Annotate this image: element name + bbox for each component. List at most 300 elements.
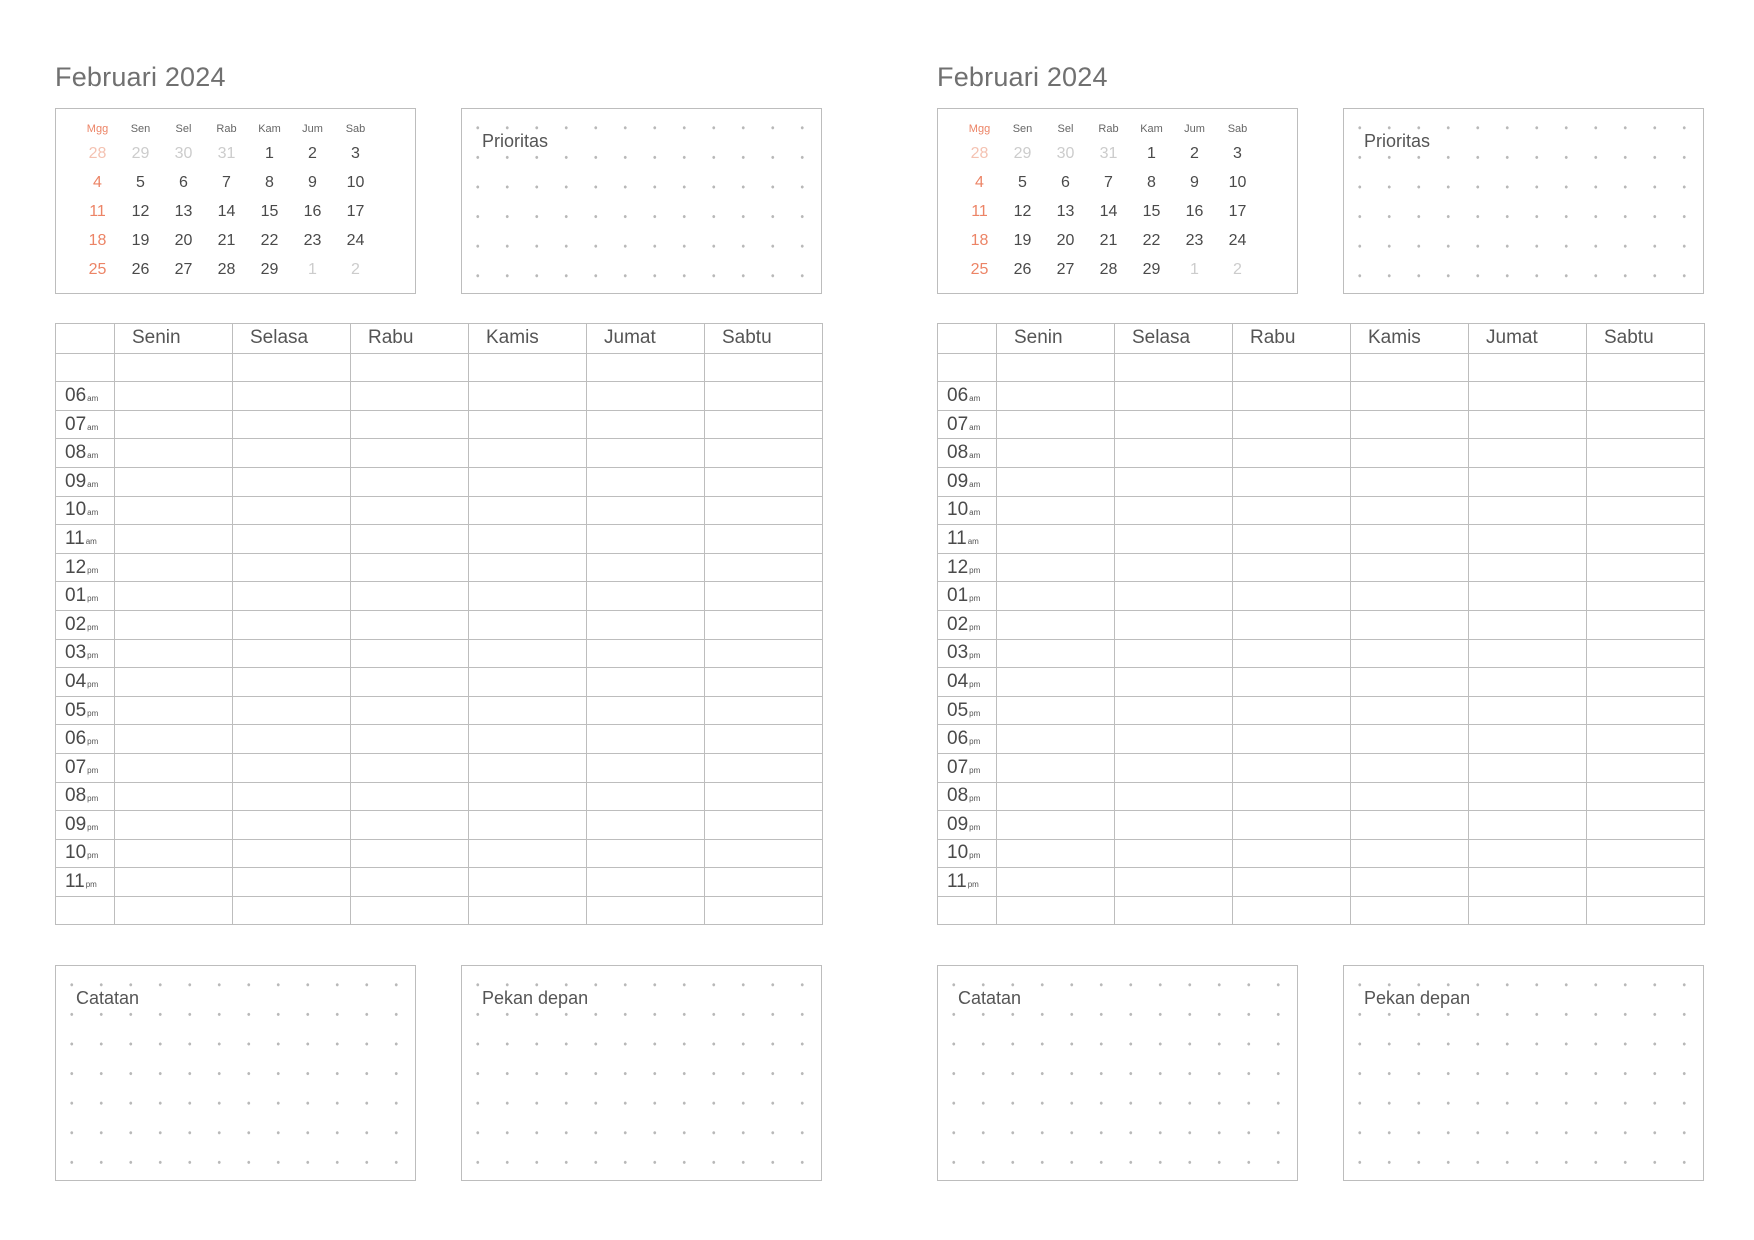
schedule-cell[interactable]	[469, 639, 587, 668]
schedule-cell[interactable]	[997, 382, 1115, 411]
schedule-cell[interactable]	[1233, 696, 1351, 725]
priorities-box[interactable]	[461, 108, 822, 294]
schedule-cell[interactable]	[233, 696, 351, 725]
schedule-cell[interactable]	[705, 696, 823, 725]
schedule-cell[interactable]	[997, 639, 1115, 668]
schedule-cell[interactable]	[351, 525, 469, 554]
schedule-cell[interactable]	[1587, 782, 1705, 811]
mini-calendar-day[interactable]: 26	[131, 260, 150, 278]
schedule-cell[interactable]	[351, 496, 469, 525]
schedule-cell[interactable]	[351, 839, 469, 868]
schedule-cell[interactable]	[1351, 753, 1469, 782]
schedule-cell[interactable]	[351, 353, 469, 382]
mini-calendar-day[interactable]: 10	[1228, 173, 1247, 191]
schedule-cell[interactable]	[997, 610, 1115, 639]
schedule-cell[interactable]	[1587, 496, 1705, 525]
schedule-cell[interactable]	[1469, 439, 1587, 468]
schedule-cell[interactable]	[1351, 725, 1469, 754]
schedule-cell[interactable]	[233, 467, 351, 496]
schedule-cell[interactable]	[115, 668, 233, 697]
schedule-cell[interactable]	[351, 639, 469, 668]
schedule-cell[interactable]	[233, 382, 351, 411]
schedule-cell[interactable]	[469, 410, 587, 439]
schedule-cell[interactable]	[233, 582, 351, 611]
mini-calendar-day[interactable]: 28	[970, 144, 989, 162]
schedule-cell[interactable]	[705, 639, 823, 668]
schedule-cell[interactable]	[1115, 839, 1233, 868]
schedule-cell[interactable]	[233, 811, 351, 840]
schedule-cell[interactable]	[1115, 353, 1233, 382]
mini-calendar-day[interactable]: 12	[131, 202, 150, 220]
schedule-cell[interactable]	[705, 467, 823, 496]
schedule-cell[interactable]	[1351, 782, 1469, 811]
schedule-cell[interactable]	[997, 839, 1115, 868]
schedule-cell[interactable]	[1115, 410, 1233, 439]
schedule-cell[interactable]	[233, 668, 351, 697]
schedule-cell[interactable]	[997, 868, 1115, 897]
schedule-cell[interactable]	[1469, 696, 1587, 725]
schedule-cell[interactable]	[1233, 668, 1351, 697]
schedule-cell[interactable]	[997, 496, 1115, 525]
schedule-cell[interactable]	[587, 811, 705, 840]
schedule-cell[interactable]	[1351, 639, 1469, 668]
schedule-cell[interactable]	[1469, 353, 1587, 382]
schedule-cell[interactable]	[1469, 868, 1587, 897]
schedule-cell[interactable]	[469, 582, 587, 611]
mini-calendar-day[interactable]: 8	[265, 173, 274, 191]
mini-calendar-day[interactable]: 18	[88, 231, 107, 249]
mini-calendar-day[interactable]: 24	[1228, 231, 1247, 249]
schedule-cell[interactable]	[1351, 525, 1469, 554]
schedule-cell[interactable]	[115, 525, 233, 554]
schedule-cell[interactable]	[351, 582, 469, 611]
schedule-cell[interactable]	[587, 668, 705, 697]
schedule-cell[interactable]	[1115, 668, 1233, 697]
schedule-cell[interactable]	[1351, 553, 1469, 582]
schedule-cell[interactable]	[1233, 896, 1351, 925]
mini-calendar-day[interactable]: 15	[1142, 202, 1161, 220]
mini-calendar-day[interactable]: 14	[217, 202, 236, 220]
mini-calendar-day[interactable]: 28	[1099, 260, 1118, 278]
schedule-cell[interactable]	[351, 811, 469, 840]
schedule-cell[interactable]	[1469, 553, 1587, 582]
schedule-cell[interactable]	[233, 839, 351, 868]
schedule-cell[interactable]	[997, 696, 1115, 725]
schedule-cell[interactable]	[351, 896, 469, 925]
schedule-cell[interactable]	[587, 696, 705, 725]
schedule-cell[interactable]	[351, 467, 469, 496]
schedule-cell[interactable]	[469, 696, 587, 725]
mini-calendar-day[interactable]: 22	[1142, 231, 1161, 249]
schedule-cell[interactable]	[1587, 668, 1705, 697]
schedule-cell[interactable]	[1469, 725, 1587, 754]
schedule-cell[interactable]	[705, 725, 823, 754]
mini-calendar-day[interactable]: 28	[217, 260, 236, 278]
schedule-cell[interactable]	[997, 410, 1115, 439]
mini-calendar-day[interactable]: 1	[265, 144, 274, 162]
mini-calendar-day[interactable]: 28	[88, 144, 107, 162]
schedule-cell[interactable]	[587, 439, 705, 468]
schedule-cell[interactable]	[1115, 868, 1233, 897]
schedule-cell[interactable]	[1587, 582, 1705, 611]
schedule-cell[interactable]	[115, 439, 233, 468]
schedule-cell[interactable]	[469, 811, 587, 840]
schedule-cell[interactable]	[587, 610, 705, 639]
schedule-cell[interactable]	[1587, 839, 1705, 868]
schedule-cell[interactable]	[1351, 896, 1469, 925]
schedule-cell[interactable]	[1587, 439, 1705, 468]
schedule-cell[interactable]	[469, 896, 587, 925]
schedule-cell[interactable]	[1469, 525, 1587, 554]
schedule-cell[interactable]	[1351, 811, 1469, 840]
schedule-cell[interactable]	[587, 353, 705, 382]
schedule-cell[interactable]	[351, 668, 469, 697]
schedule-cell[interactable]	[705, 410, 823, 439]
schedule-cell[interactable]	[351, 868, 469, 897]
schedule-cell[interactable]	[1351, 839, 1469, 868]
schedule-cell[interactable]	[1233, 553, 1351, 582]
schedule-cell[interactable]	[115, 839, 233, 868]
schedule-cell[interactable]	[587, 725, 705, 754]
schedule-cell[interactable]	[115, 553, 233, 582]
schedule-cell[interactable]	[1587, 353, 1705, 382]
mini-calendar-day[interactable]: 18	[970, 231, 989, 249]
mini-calendar-day[interactable]: 30	[174, 144, 193, 162]
next-week-box[interactable]	[1343, 965, 1704, 1181]
schedule-cell[interactable]	[1469, 382, 1587, 411]
schedule-cell[interactable]	[1587, 696, 1705, 725]
mini-calendar-day[interactable]: 13	[1056, 202, 1075, 220]
mini-calendar-day[interactable]: 7	[1104, 173, 1113, 191]
schedule-cell[interactable]	[1351, 353, 1469, 382]
schedule-cell[interactable]	[1587, 382, 1705, 411]
schedule-cell[interactable]	[587, 582, 705, 611]
schedule-cell[interactable]	[1115, 467, 1233, 496]
schedule-cell[interactable]	[1351, 668, 1469, 697]
schedule-cell[interactable]	[1587, 525, 1705, 554]
schedule-cell[interactable]	[1351, 582, 1469, 611]
schedule-cell[interactable]	[1351, 496, 1469, 525]
mini-calendar-day[interactable]: 4	[975, 173, 984, 191]
schedule-cell[interactable]	[351, 553, 469, 582]
schedule-cell[interactable]	[705, 668, 823, 697]
mini-calendar-day[interactable]: 5	[1018, 173, 1027, 191]
schedule-cell[interactable]	[469, 467, 587, 496]
schedule-cell[interactable]	[705, 496, 823, 525]
schedule-cell[interactable]	[233, 410, 351, 439]
mini-calendar-day[interactable]: 7	[222, 173, 231, 191]
schedule-cell[interactable]	[115, 896, 233, 925]
schedule-cell[interactable]	[1587, 610, 1705, 639]
schedule-cell[interactable]	[115, 410, 233, 439]
mini-calendar-day[interactable]: 20	[1056, 231, 1075, 249]
schedule-cell[interactable]	[351, 753, 469, 782]
schedule-cell[interactable]	[233, 553, 351, 582]
mini-calendar-day[interactable]: 26	[1013, 260, 1032, 278]
mini-calendar-day[interactable]: 30	[1056, 144, 1075, 162]
mini-calendar-day[interactable]: 12	[1013, 202, 1032, 220]
schedule-cell[interactable]	[997, 811, 1115, 840]
schedule-cell[interactable]	[1115, 382, 1233, 411]
schedule-cell[interactable]	[233, 868, 351, 897]
mini-calendar-day[interactable]: 15	[260, 202, 279, 220]
schedule-cell[interactable]	[469, 382, 587, 411]
schedule-cell[interactable]	[705, 753, 823, 782]
schedule-cell[interactable]	[1115, 696, 1233, 725]
schedule-cell[interactable]	[1233, 496, 1351, 525]
schedule-cell[interactable]	[705, 868, 823, 897]
mini-calendar-day[interactable]: 2	[308, 144, 317, 162]
schedule-cell[interactable]	[1469, 811, 1587, 840]
schedule-cell[interactable]	[233, 725, 351, 754]
schedule-cell[interactable]	[587, 753, 705, 782]
schedule-cell[interactable]	[115, 753, 233, 782]
schedule-cell[interactable]	[1233, 610, 1351, 639]
schedule-cell[interactable]	[587, 639, 705, 668]
mini-calendar-day[interactable]: 29	[1013, 144, 1032, 162]
schedule-cell[interactable]	[705, 382, 823, 411]
schedule-cell[interactable]	[587, 496, 705, 525]
schedule-cell[interactable]	[705, 610, 823, 639]
schedule-cell[interactable]	[1469, 668, 1587, 697]
mini-calendar-day[interactable]: 13	[174, 202, 193, 220]
mini-calendar-day[interactable]: 2	[351, 260, 360, 278]
schedule-cell[interactable]	[469, 839, 587, 868]
schedule-cell[interactable]	[1233, 353, 1351, 382]
mini-calendar-day[interactable]: 3	[1233, 144, 1242, 162]
mini-calendar-day[interactable]: 11	[971, 202, 988, 220]
schedule-cell[interactable]	[705, 839, 823, 868]
mini-calendar-day[interactable]: 20	[174, 231, 193, 249]
schedule-cell[interactable]	[997, 753, 1115, 782]
schedule-cell[interactable]	[1351, 610, 1469, 639]
schedule-cell[interactable]	[115, 496, 233, 525]
schedule-cell[interactable]	[1233, 439, 1351, 468]
schedule-cell[interactable]	[997, 553, 1115, 582]
mini-calendar-day[interactable]: 2	[1233, 260, 1242, 278]
schedule-cell[interactable]	[1587, 410, 1705, 439]
mini-calendar-day[interactable]: 27	[1056, 260, 1075, 278]
schedule-cell[interactable]	[1469, 582, 1587, 611]
schedule-cell[interactable]	[587, 553, 705, 582]
schedule-cell[interactable]	[1233, 639, 1351, 668]
mini-calendar-day[interactable]: 2	[1190, 144, 1199, 162]
mini-calendar-day[interactable]: 14	[1099, 202, 1118, 220]
schedule-cell[interactable]	[469, 439, 587, 468]
schedule-cell[interactable]	[1351, 696, 1469, 725]
mini-calendar-day[interactable]: 21	[1099, 231, 1118, 249]
schedule-cell[interactable]	[1587, 467, 1705, 496]
schedule-cell[interactable]	[705, 553, 823, 582]
schedule-cell[interactable]	[115, 868, 233, 897]
notes-box[interactable]	[55, 965, 416, 1181]
mini-calendar-day[interactable]: 3	[351, 144, 360, 162]
schedule-cell[interactable]	[1233, 582, 1351, 611]
schedule-cell[interactable]	[469, 868, 587, 897]
schedule-cell[interactable]	[1469, 753, 1587, 782]
schedule-cell[interactable]	[351, 410, 469, 439]
schedule-cell[interactable]	[115, 782, 233, 811]
schedule-cell[interactable]	[705, 439, 823, 468]
schedule-cell[interactable]	[705, 525, 823, 554]
schedule-cell[interactable]	[233, 610, 351, 639]
schedule-cell[interactable]	[351, 382, 469, 411]
schedule-cell[interactable]	[1233, 868, 1351, 897]
schedule-cell[interactable]	[469, 525, 587, 554]
mini-calendar-day[interactable]: 6	[1061, 173, 1070, 191]
mini-calendar-day[interactable]: 8	[1147, 173, 1156, 191]
schedule-cell[interactable]	[997, 353, 1115, 382]
schedule-cell[interactable]	[351, 696, 469, 725]
schedule-cell[interactable]	[587, 382, 705, 411]
schedule-cell[interactable]	[997, 582, 1115, 611]
next-week-box[interactable]	[461, 965, 822, 1181]
schedule-cell[interactable]	[1587, 553, 1705, 582]
mini-calendar-day[interactable]: 27	[174, 260, 193, 278]
mini-calendar-day[interactable]: 24	[346, 231, 365, 249]
mini-calendar-day[interactable]: 6	[179, 173, 188, 191]
priorities-box[interactable]	[1343, 108, 1704, 294]
mini-calendar-day[interactable]: 9	[308, 173, 317, 191]
schedule-cell[interactable]	[115, 811, 233, 840]
schedule-cell[interactable]	[1115, 439, 1233, 468]
schedule-cell[interactable]	[705, 811, 823, 840]
schedule-cell[interactable]	[1115, 496, 1233, 525]
schedule-cell[interactable]	[233, 353, 351, 382]
schedule-cell[interactable]	[351, 610, 469, 639]
schedule-cell[interactable]	[1587, 896, 1705, 925]
schedule-cell[interactable]	[1233, 467, 1351, 496]
mini-calendar-day[interactable]: 16	[1185, 202, 1204, 220]
schedule-cell[interactable]	[115, 696, 233, 725]
schedule-cell[interactable]	[1469, 610, 1587, 639]
schedule-cell[interactable]	[1469, 410, 1587, 439]
schedule-cell[interactable]	[469, 553, 587, 582]
schedule-cell[interactable]	[1115, 525, 1233, 554]
schedule-cell[interactable]	[115, 639, 233, 668]
mini-calendar-day[interactable]: 11	[89, 202, 106, 220]
schedule-cell[interactable]	[1469, 896, 1587, 925]
schedule-cell[interactable]	[1587, 639, 1705, 668]
mini-calendar-day[interactable]: 4	[93, 173, 102, 191]
schedule-cell[interactable]	[469, 496, 587, 525]
mini-calendar-day[interactable]: 23	[303, 231, 322, 249]
schedule-cell[interactable]	[997, 668, 1115, 697]
schedule-cell[interactable]	[1233, 382, 1351, 411]
schedule-cell[interactable]	[587, 525, 705, 554]
schedule-cell[interactable]	[115, 353, 233, 382]
schedule-cell[interactable]	[115, 610, 233, 639]
schedule-cell[interactable]	[115, 467, 233, 496]
schedule-cell[interactable]	[587, 410, 705, 439]
schedule-cell[interactable]	[587, 782, 705, 811]
schedule-cell[interactable]	[587, 896, 705, 925]
schedule-cell[interactable]	[1233, 811, 1351, 840]
mini-calendar-day[interactable]: 17	[1228, 202, 1247, 220]
schedule-cell[interactable]	[115, 382, 233, 411]
schedule-cell[interactable]	[1115, 782, 1233, 811]
schedule-cell[interactable]	[587, 467, 705, 496]
mini-calendar-day[interactable]: 29	[260, 260, 279, 278]
schedule-cell[interactable]	[1469, 496, 1587, 525]
schedule-cell[interactable]	[1351, 868, 1469, 897]
schedule-cell[interactable]	[1351, 382, 1469, 411]
schedule-cell[interactable]	[705, 782, 823, 811]
schedule-cell[interactable]	[1233, 725, 1351, 754]
schedule-cell[interactable]	[1233, 753, 1351, 782]
schedule-cell[interactable]	[351, 782, 469, 811]
schedule-cell[interactable]	[1351, 410, 1469, 439]
mini-calendar-day[interactable]: 10	[346, 173, 365, 191]
schedule-cell[interactable]	[469, 782, 587, 811]
schedule-cell[interactable]	[1587, 725, 1705, 754]
schedule-cell[interactable]	[1469, 639, 1587, 668]
schedule-cell[interactable]	[115, 582, 233, 611]
mini-calendar-day[interactable]: 29	[1142, 260, 1161, 278]
schedule-cell[interactable]	[233, 639, 351, 668]
schedule-cell[interactable]	[233, 896, 351, 925]
schedule-cell[interactable]	[233, 439, 351, 468]
schedule-cell[interactable]	[1233, 525, 1351, 554]
schedule-cell[interactable]	[1351, 439, 1469, 468]
schedule-cell[interactable]	[1469, 782, 1587, 811]
mini-calendar-day[interactable]: 1	[1190, 260, 1199, 278]
schedule-cell[interactable]	[587, 868, 705, 897]
schedule-cell[interactable]	[233, 753, 351, 782]
mini-calendar-day[interactable]: 16	[303, 202, 322, 220]
schedule-cell[interactable]	[115, 725, 233, 754]
schedule-cell[interactable]	[1115, 610, 1233, 639]
schedule-cell[interactable]	[469, 610, 587, 639]
schedule-cell[interactable]	[997, 525, 1115, 554]
mini-calendar-day[interactable]: 17	[346, 202, 365, 220]
schedule-cell[interactable]	[1115, 553, 1233, 582]
schedule-cell[interactable]	[1115, 753, 1233, 782]
mini-calendar-day[interactable]: 29	[131, 144, 150, 162]
schedule-cell[interactable]	[469, 725, 587, 754]
schedule-cell[interactable]	[997, 467, 1115, 496]
schedule-cell[interactable]	[469, 353, 587, 382]
schedule-cell[interactable]	[351, 725, 469, 754]
schedule-cell[interactable]	[1469, 467, 1587, 496]
schedule-cell[interactable]	[1469, 839, 1587, 868]
mini-calendar-day[interactable]: 25	[88, 260, 107, 278]
mini-calendar-day[interactable]: 23	[1185, 231, 1204, 249]
schedule-cell[interactable]	[705, 353, 823, 382]
schedule-cell[interactable]	[997, 896, 1115, 925]
schedule-cell[interactable]	[997, 782, 1115, 811]
schedule-cell[interactable]	[1115, 811, 1233, 840]
schedule-cell[interactable]	[1587, 753, 1705, 782]
mini-calendar-day[interactable]: 19	[131, 231, 150, 249]
schedule-cell[interactable]	[1233, 839, 1351, 868]
schedule-cell[interactable]	[233, 782, 351, 811]
schedule-cell[interactable]	[587, 839, 705, 868]
notes-box[interactable]	[937, 965, 1298, 1181]
schedule-cell[interactable]	[1115, 896, 1233, 925]
mini-calendar-day[interactable]: 1	[1147, 144, 1156, 162]
mini-calendar-day[interactable]: 5	[136, 173, 145, 191]
schedule-cell[interactable]	[233, 525, 351, 554]
mini-calendar-day[interactable]: 25	[970, 260, 989, 278]
mini-calendar-day[interactable]: 1	[308, 260, 317, 278]
mini-calendar-day[interactable]: 19	[1013, 231, 1032, 249]
schedule-cell[interactable]	[1233, 410, 1351, 439]
schedule-cell[interactable]	[1233, 782, 1351, 811]
schedule-cell[interactable]	[705, 582, 823, 611]
schedule-cell[interactable]	[997, 439, 1115, 468]
schedule-cell[interactable]	[1115, 582, 1233, 611]
